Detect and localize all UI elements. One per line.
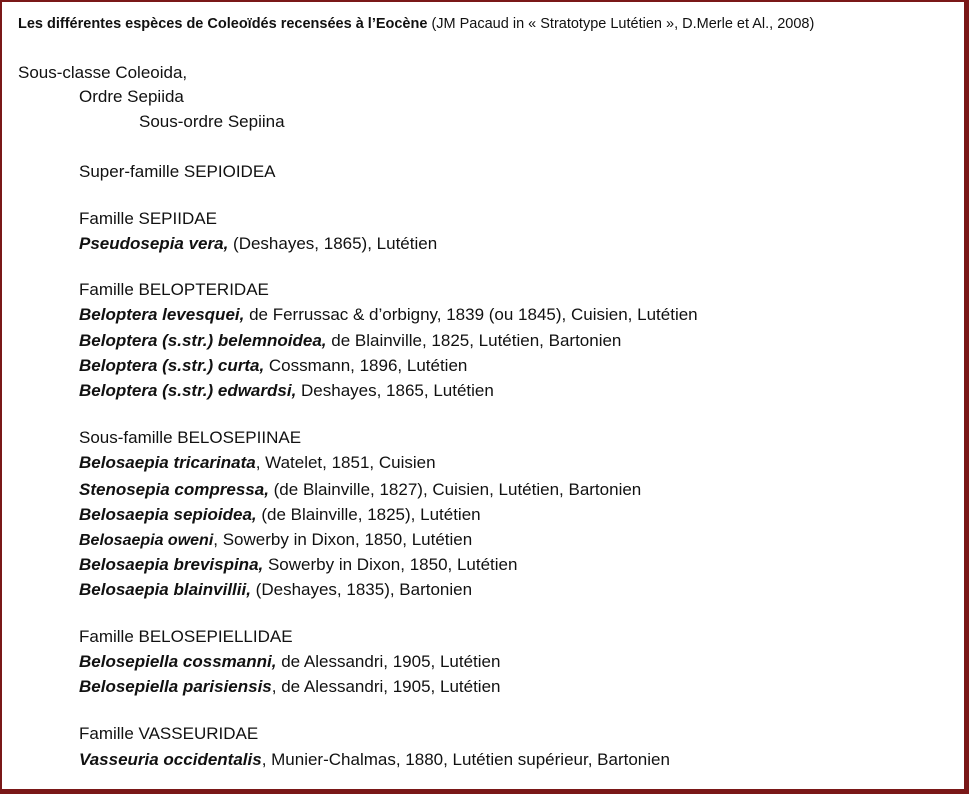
species-authority: (de Blainville, 1825), Lutétien [256,505,481,524]
species-name: Pseudosepia vera, [79,234,229,253]
species-authority: , Munier-Chalmas, 1880, Lutétien supérieur, Bartonien [261,750,670,769]
species-name: Belosaepia tricarinata [79,453,256,472]
species-authority: (Deshayes, 1835), Bartonien [250,580,473,599]
species-line [79,750,670,770]
species-line [79,356,467,376]
family-heading: Famille BELOSEPIELLIDAE [79,627,293,646]
species-line [79,555,517,575]
species-line [79,453,436,473]
order-line: Ordre Sepiida [79,87,184,106]
species-name: Vasseuria occidentalis [79,750,262,769]
species-name: Beloptera (s.str.) edwardsi, [79,381,297,400]
species-authority: , de Alessandri, 1905, Lutétien [271,677,501,696]
species-name: Belosaepia oweni [79,532,214,549]
species-name: Beloptera levesquei, [79,305,245,324]
species-authority: (Deshayes, 1865), Lutétien [228,234,438,253]
species-name: Belosepiella cossmanni, [79,652,277,671]
species-name: Beloptera (s.str.) belemnoidea, [79,331,327,350]
species-authority: de Alessandri, 1905, Lutétien [276,652,501,671]
species-line [79,331,621,351]
family-heading: Sous-famille BELOSEPIINAE [79,428,302,447]
document-title [18,14,814,34]
superfamily-line: Super-famille SEPIOIDEA [79,162,276,181]
species-line [79,305,698,325]
species-authority: de Ferrussac & d’orbigny, 1839 (ou 1845), Cuisien, Lutétien [244,305,698,324]
species-name: Belosaepia sepioidea, [79,505,257,524]
species-line [79,530,472,551]
species-name: Belosaepia blainvillii, [79,580,251,599]
title-main: Les différentes espèces de Coleoïdés recensées à l’Eocène [18,16,428,32]
species-authority: Deshayes, 1865, Lutétien [296,381,494,400]
species-name: Beloptera (s.str.) curta, [79,356,265,375]
species-line [79,580,472,600]
species-name: Stenosepia compressa, [79,480,269,499]
title-source: (JM Pacaud in « Stratotype Lutétien », D.Merle et Al., 2008) [427,16,815,32]
species-line [79,652,500,672]
species-authority: Sowerby in Dixon, 1850, Lutétien [263,555,518,574]
species-line [79,381,494,401]
species-authority: Cossmann, 1896, Lutétien [264,356,468,375]
species-authority: (de Blainville, 1827), Cuisien, Lutétien, Bartonien [268,480,642,499]
species-name: Belosepiella parisiensis [79,677,272,696]
family-heading: Famille SEPIIDAE [79,209,217,228]
species-line [79,677,501,697]
species-authority: , Watelet, 1851, Cuisien [255,453,436,472]
species-line [79,480,641,500]
species-authority: , Sowerby in Dixon, 1850, Lutétien [213,530,473,549]
suborder-line: Sous-ordre Sepiina [139,112,285,131]
species-line [79,234,437,254]
species-authority: de Blainville, 1825, Lutétien, Bartonien [326,331,622,350]
species-line [79,505,481,525]
family-heading: Famille BELOPTERIDAE [79,280,269,299]
subclass-line: Sous-classe Coleoida, [18,63,188,82]
species-name: Belosaepia brevispina, [79,555,264,574]
family-heading: Famille VASSEURIDAE [79,724,259,743]
